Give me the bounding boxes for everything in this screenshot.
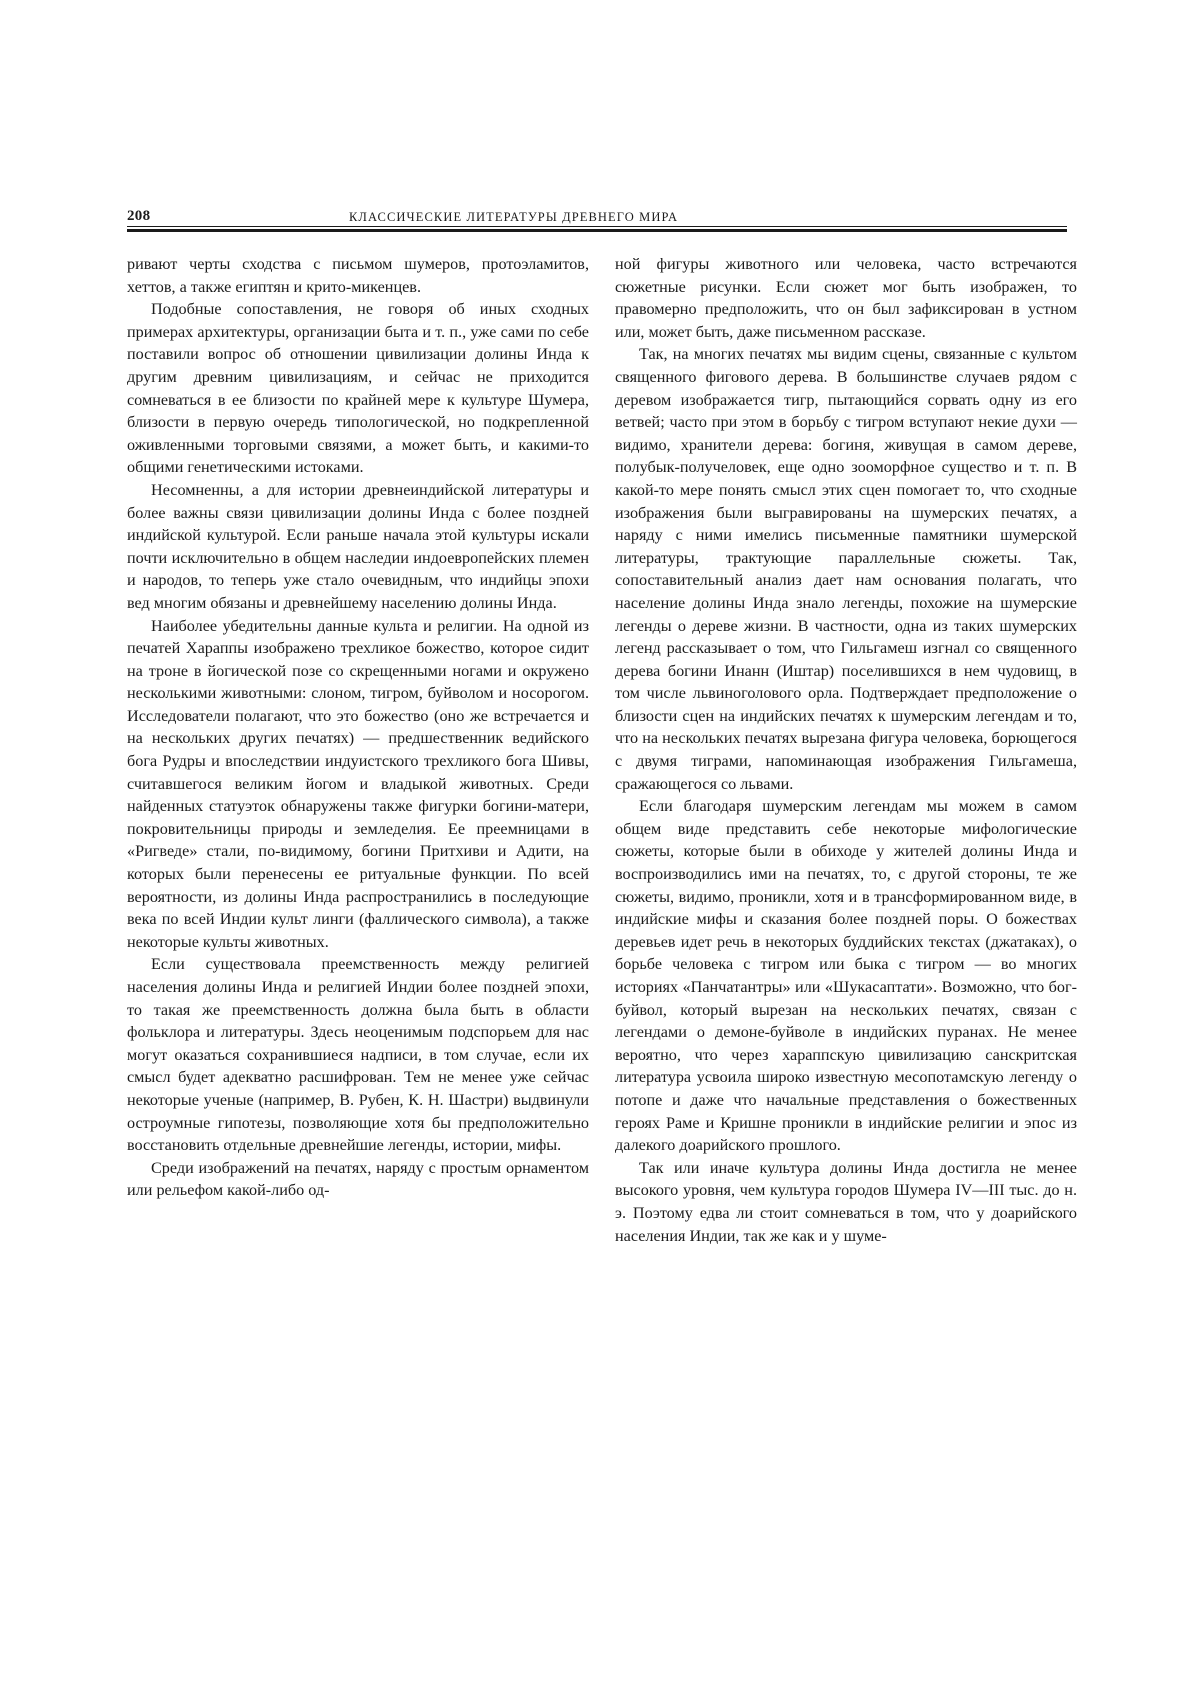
paragraph: Подобные сопоставления, не говоря об иных сходных примерах архитектуры, организации быта и т. п., уже сами по себе поставили вопрос об отношении цивилизации долины Инда к другим древним цивилизациям, и сейчас не приходится сомневаться в ее близости по крайней мере к культуре Шумера, близости в первую очередь типологической, но подкрепленной оживленными торговыми связями, а может быть, и какими-то общими генетическими истоками.	[127, 300, 589, 477]
paragraph: Так, на многих печатях мы видим сцены, связанные с культом священного фигового дерева. В большинстве случаев рядом с деревом изображается тигр, пытающийся сорвать одну из его ветвей; часто при этом в борьбу с тигром вступают некие духи — видимо, хранители дерева: богиня, живущая в самом дереве, полубык-получеловек, еще одно зооморфное существо и т. п. В какой-то мере понять смысл этих сцен помогает то, что сходные изображения были выгравированы на шумерских печатях, а наряду с ними имелись письменные памятники шумерской литературы, трактующие параллельные сюжеты. Так, сопоставительный анализ дает нам основания полагать, что население долины Инда знало легенды, похожие на шумерские легенды о дереве жизни. В частности, одна из таких шумерских легенд рассказывает о том, что Гильгамеш изгнал со священного дерева богини Инанн (Иштар) поселившихся в нем чудовищ, в том числе львиноголового орла. Подтверждает предположение о близости сцен на индийских печатях к шумерским легендам и то, что на нескольких печатях вырезана фигура человека, борющегося с двумя тиграми, напоминающая изображения Гильгамеша, сражающегося со львами.	[615, 345, 1077, 793]
paragraph: Так или иначе культура долины Инда достигла не менее высокого уровня, чем культура городов Шумера IV—III тыс. до н. э. Поэтому едва ли стоит сомневаться в том, что у доарийского населения Индии, так же как и у шуме-	[615, 1158, 1077, 1245]
paragraph: Среди изображений на печатях, наряду с простым орнаментом или рельефом какой-либо од-	[127, 1158, 589, 1200]
paragraph: Если благодаря шумерским легендам мы можем в самом общем виде представить себе некоторые мифологические сюжеты, которые были в обиходе у жителей долины Инда и воспроизводились ими на печатях, то, с другой стороны, те же сюжеты, видимо, проникли, хотя и в трансформированном виде, в индийские мифы и сказания более поздней поры. О божествах деревьев идет речь в некоторых буддийских текстах (джатаках), о борьбе человека с тигром или быка с тигром — во многих историях «Панчатантры» или «Шукасаптати». Возможно, что бог-буйвол, который вырезан на нескольких печатях, связан с легендами о демоне-буйволе в индийских пуранах. Не менее вероятно, что через хараппскую цивилизацию санскритская литература усвоила широко известную месопотамскую легенду о потопе и даже что начальные представления о божественных героях Раме и Кришне проникли в индийские религии и эпос из далекого доарийского прошлого.	[615, 797, 1077, 1155]
paragraph: Несомненны, а для истории древнеиндийской литературы и более важны связи цивилизации долины Инда с более поздней индийской культурой. Если раньше начала этой культуры искали почти исключительно в общем наследии индоевропейских племен и народов, то теперь уже стало очевидным, что индийцы эпохи вед многим обязаны и древнейшему населению долины Инда.	[127, 480, 589, 612]
paragraph: Наиболее убедительны данные культа и религии. На одной из печатей Хараппы изображено трехликое божество, которое сидит на троне в йогической позе со скрещенными ногами и окружено несколькими животными: слоном, тигром, буйволом и носорогом. Исследователи полагают, что это божество (оно же встречается и на нескольких других печатях) — предшественник ведийского бога Рудры и впоследствии индуистского трехликого бога Шивы, считавшегося великим йогом и владыкой животных. Среди найденных статуэток обнаружены также фигурки богини-матери, покровительницы природы и земледелия. Ее преемницами в «Ригведе» стали, по-видимому, богини Притхиви и Адити, на которых были перенесены ее ритуальные функции. По всей вероятности, из долины Инда распространились в последующие века по всей Индии культ линги (фаллического символа), а также некоторые культы животных.	[127, 616, 589, 951]
header-rule-thick	[127, 229, 1067, 232]
header-rule-thin	[127, 226, 1067, 227]
page-number: 208	[127, 208, 151, 224]
paragraph: ривают черты сходства с письмом шумеров, протоэламитов, хеттов, а также египтян и крито-микенцев.	[127, 255, 589, 296]
right-column	[615, 253, 1077, 1247]
running-title: КЛАССИЧЕСКИЕ ЛИТЕРАТУРЫ ДРЕВНЕГО МИРА	[349, 210, 679, 224]
paragraph: ной фигуры животного или человека, часто встречаются сюжетные рисунки. Если сюжет мог быть изображен, то правомерно предположить, что он был зафиксирован в устном или, может быть, даже письменном рассказе.	[615, 255, 1077, 341]
paragraph: Если существовала преемственность между религией населения долины Инда и религией Индии более поздней эпохи, то такая же преемственность должна была быть в области фольклора и литературы. Здесь неоценимым подспорьем для нас могут оказаться сохранившиеся надписи, в том случае, если их смысл будет адекватно расшифрован. Тем не менее уже сейчас некоторые ученые (например, В. Рубен, К. Н. Шастри) выдвинули остроумные гипотезы, позволяющие хотя бы предположительно восстановить отдельные древнейшие легенды, истории, мифы.	[127, 955, 589, 1155]
left-column	[127, 253, 589, 1202]
